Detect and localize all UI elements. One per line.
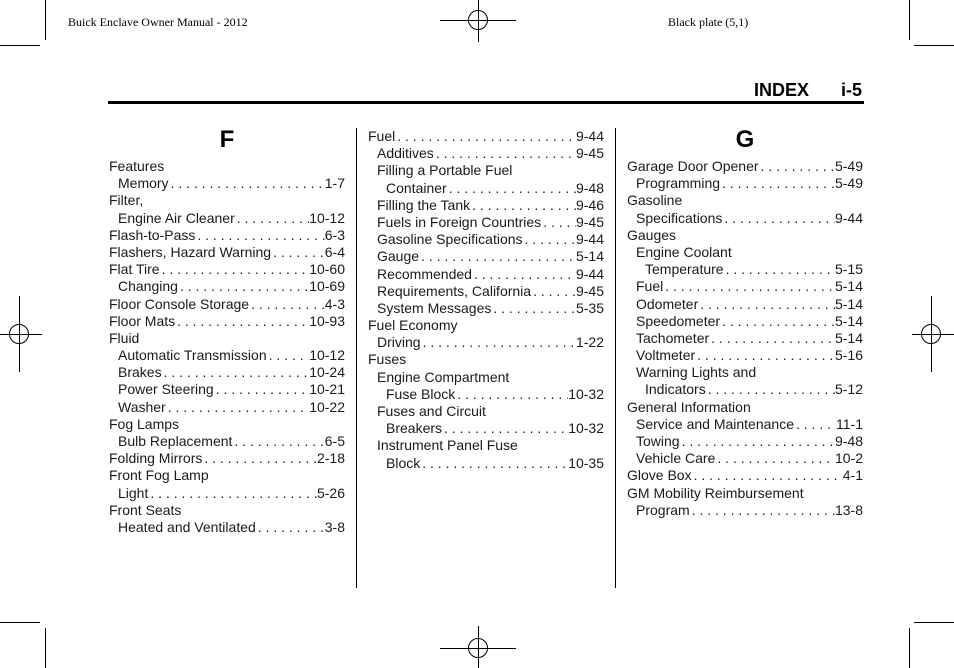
entry-label: GM Mobility Reimbursement	[627, 484, 804, 501]
index-entry	[109, 261, 345, 278]
entry-label: Odometer	[636, 295, 699, 312]
index-entry	[109, 433, 345, 450]
entry-label: Floor Console Storage	[109, 295, 250, 312]
entry-label: Towing	[636, 433, 680, 449]
dot-leader	[709, 330, 835, 347]
crop-mark	[0, 45, 40, 46]
index-entry	[109, 158, 345, 175]
dot-leader	[214, 381, 309, 398]
index-entry	[109, 467, 345, 484]
entry-label: Temperature	[645, 261, 724, 278]
index-entry	[627, 227, 863, 244]
page-reference: 10-12	[309, 347, 345, 364]
dot-leader	[419, 248, 576, 265]
index-entry	[627, 502, 863, 519]
section-title: INDEX	[753, 80, 809, 100]
index-entry	[109, 485, 345, 502]
entry-label: Voltmeter	[636, 347, 696, 364]
index-entry	[627, 261, 863, 278]
index-entry	[627, 175, 863, 192]
entry-label: Front Fog Lamp	[109, 467, 209, 484]
entry-label: Fluid	[109, 329, 140, 346]
index-entry	[368, 283, 604, 300]
index-entry	[109, 296, 345, 313]
page-reference: 9-45	[575, 145, 604, 162]
entry-label: Block	[386, 454, 421, 471]
registration-mark-top	[440, 0, 516, 44]
entry-label: Power Steering	[118, 381, 214, 398]
dot-leader	[420, 455, 568, 472]
index-entry	[109, 416, 345, 433]
page-reference: 10-60	[309, 261, 345, 278]
index-entry	[109, 313, 345, 330]
index-entry	[368, 420, 604, 437]
page-reference: 6-4	[324, 243, 345, 260]
entry-label: Automatic Transmission	[118, 347, 267, 364]
dot-leader	[663, 278, 835, 295]
index-column-2	[368, 128, 604, 472]
page-reference: 9-46	[575, 196, 604, 213]
dot-leader	[166, 399, 309, 416]
entry-label: Gauges	[627, 226, 677, 243]
index-entry	[368, 214, 604, 231]
page-reference: 5-12	[834, 381, 863, 398]
index-entry	[627, 347, 863, 364]
index-entry	[109, 175, 345, 192]
page-reference: 9-45	[575, 213, 604, 230]
section-letter: G	[735, 126, 755, 153]
dot-leader	[695, 347, 835, 364]
entry-label: Service and Maintenance	[636, 415, 794, 432]
entry-label: Floor Mats	[109, 312, 176, 329]
page-reference: 9-45	[575, 282, 604, 299]
entry-label: General Information	[627, 398, 751, 415]
index-entry	[109, 450, 345, 467]
page-reference: 6-3	[324, 226, 345, 243]
index-entry	[109, 519, 345, 536]
page-header	[754, 80, 862, 101]
index-entry	[368, 145, 604, 162]
dot-leader	[195, 227, 324, 244]
index-entry	[627, 330, 863, 347]
entry-label: Glove Box	[627, 467, 692, 484]
index-entry	[368, 162, 604, 179]
page-reference: 10-12	[309, 209, 345, 226]
index-column-3	[627, 128, 863, 519]
page-reference: 13-8	[834, 501, 863, 518]
entry-label: Program	[636, 501, 690, 518]
dot-leader	[470, 197, 576, 214]
header-rule	[108, 101, 864, 104]
index-entry	[368, 266, 604, 283]
index-entry	[627, 399, 863, 416]
entry-label: System Messages	[377, 299, 492, 316]
index-entry	[627, 192, 863, 209]
index-entry	[109, 364, 345, 381]
page-reference: 9-48	[834, 433, 863, 449]
index-entry	[627, 467, 863, 484]
entry-label: Garage Door Opener	[627, 158, 759, 174]
section-letter: F	[219, 126, 235, 153]
dot-leader	[421, 334, 576, 351]
entry-label: Gasoline	[627, 192, 683, 209]
entry-label: Flat Tire	[109, 261, 160, 278]
registration-mark-bottom	[440, 624, 516, 668]
entry-label: Flashers, Hazard Warning	[109, 243, 272, 260]
entry-label: Folding Mirrors	[109, 450, 203, 467]
entry-label: Gauge	[377, 248, 420, 265]
page-reference: 5-14	[575, 248, 604, 265]
index-entry	[627, 210, 863, 227]
entry-label: Changing	[118, 278, 178, 295]
page-reference: 10-32	[568, 385, 604, 402]
index-entry	[627, 450, 863, 467]
registration-mark-right	[910, 296, 954, 372]
entry-label: Filter,	[109, 192, 144, 209]
crop-mark	[909, 0, 910, 40]
entry-label: Requirements, California	[377, 282, 532, 299]
page-number: i-5	[840, 80, 862, 100]
index-entry	[368, 369, 604, 386]
index-entry	[627, 296, 863, 313]
entry-label: Gasoline Specifications	[377, 231, 523, 248]
dot-leader	[491, 300, 576, 317]
column-divider	[615, 128, 616, 588]
page-reference: 4-3	[324, 295, 345, 312]
page-reference: 2-18	[316, 450, 345, 467]
page-reference: 5-35	[575, 299, 604, 316]
index-column-1	[109, 128, 345, 536]
entry-label: Instrument Panel Fuse	[377, 437, 518, 454]
dot-leader	[267, 347, 310, 364]
page-reference: 5-16	[834, 347, 863, 364]
page-reference: 5-14	[834, 278, 863, 295]
entry-label: Warning Lights and	[636, 364, 757, 381]
index-entry	[368, 197, 604, 214]
dot-leader	[455, 386, 568, 403]
dot-leader	[175, 313, 309, 330]
page-reference: 3-8	[324, 518, 345, 535]
index-entry	[109, 192, 345, 209]
dot-leader	[720, 313, 835, 330]
index-entry	[368, 334, 604, 351]
dot-leader	[531, 283, 576, 300]
entry-label: Tachometer	[636, 329, 710, 346]
page-reference: 5-49	[834, 158, 863, 174]
dot-leader	[169, 175, 325, 192]
index-entry	[368, 180, 604, 197]
dot-leader	[706, 381, 835, 398]
dot-leader	[523, 231, 576, 248]
page-reference: 10-35	[568, 454, 604, 471]
index-entry	[368, 300, 604, 317]
entry-label: Engine Air Cleaner	[118, 209, 235, 226]
index-entry	[627, 433, 863, 450]
entry-label: Fog Lamps	[109, 415, 180, 432]
index-entry	[109, 278, 345, 295]
dot-leader	[160, 261, 310, 278]
index-entry	[368, 317, 604, 334]
index-entry	[368, 351, 604, 368]
dot-leader	[271, 244, 325, 261]
index-entry	[368, 128, 604, 145]
dot-leader	[690, 502, 835, 519]
page-reference: 11-1	[836, 415, 863, 432]
page-reference: 4-1	[842, 467, 863, 484]
page-reference: 10-2	[834, 450, 863, 467]
dot-leader	[715, 450, 835, 467]
dot-leader	[722, 210, 835, 227]
dot-leader	[472, 266, 576, 283]
dot-leader	[148, 485, 317, 502]
dot-leader	[720, 175, 835, 192]
entry-label: Fuels in Foreign Countries	[377, 213, 542, 230]
page-reference: 10-93	[309, 312, 345, 329]
dot-leader	[724, 261, 835, 278]
page-reference: 6-5	[324, 433, 345, 449]
dot-leader	[202, 450, 317, 467]
crop-mark	[45, 0, 46, 40]
page-reference: 1-22	[575, 334, 604, 351]
index-entry	[368, 248, 604, 265]
dot-leader	[692, 467, 843, 484]
dot-leader	[162, 364, 310, 381]
dot-leader	[442, 420, 568, 437]
page-reference: 5-49	[834, 175, 863, 192]
entry-label: Indicators	[645, 381, 706, 398]
entry-label: Additives	[377, 145, 434, 162]
entry-label: Driving	[377, 334, 421, 351]
page-reference: 1-7	[324, 175, 345, 192]
crop-mark	[0, 622, 40, 623]
dot-leader	[395, 128, 576, 145]
index-entry	[109, 399, 345, 416]
entry-label: Fuse Block	[386, 385, 456, 402]
entry-label: Filling the Tank	[377, 196, 471, 213]
index-entry	[368, 231, 604, 248]
page-reference: 10-24	[309, 364, 345, 381]
entry-label: Filling a Portable Fuel	[377, 162, 513, 179]
index-entry	[368, 455, 604, 472]
crop-mark	[914, 45, 954, 46]
index-entry	[627, 278, 863, 295]
dot-leader	[434, 145, 576, 162]
entry-label: Speedometer	[636, 312, 721, 329]
entry-label: Programming	[636, 175, 721, 192]
entry-label: Fuel	[368, 128, 396, 144]
page-reference: 5-15	[834, 261, 863, 278]
index-entry	[109, 502, 345, 519]
entry-label: Flash-to-Pass	[109, 226, 196, 243]
page-reference: 10-69	[309, 278, 345, 295]
dot-leader	[447, 180, 576, 197]
index-entry	[627, 313, 863, 330]
dot-leader	[178, 278, 309, 295]
page-reference: 9-48	[575, 179, 604, 196]
dot-leader	[794, 416, 836, 433]
page-reference: 9-44	[575, 128, 604, 144]
dot-leader	[235, 210, 309, 227]
entry-label: Fuses	[368, 351, 407, 368]
index-entry	[109, 381, 345, 398]
index-entry	[109, 244, 345, 261]
dot-leader	[541, 214, 576, 231]
dot-leader	[680, 433, 835, 450]
entry-label: Fuel	[636, 278, 664, 295]
document-slug: Buick Enclave Owner Manual - 2012	[68, 15, 248, 29]
index-entry	[627, 485, 863, 502]
entry-label: Vehicle Care	[636, 450, 716, 467]
index-entry	[627, 158, 863, 175]
page-reference: 10-21	[309, 381, 345, 398]
crop-mark	[914, 622, 954, 623]
entry-label: Features	[109, 158, 165, 174]
index-entry	[627, 244, 863, 261]
index-entry	[109, 330, 345, 347]
dot-leader	[759, 158, 835, 175]
entry-label: Engine Coolant	[636, 243, 732, 260]
entry-label: Light	[118, 484, 149, 501]
entry-label: Front Seats	[109, 501, 182, 518]
entry-label: Brakes	[118, 364, 162, 381]
entry-label: Recommended	[377, 265, 472, 282]
entry-label: Specifications	[636, 209, 723, 226]
index-entry	[368, 386, 604, 403]
entry-label: Fuses and Circuit	[377, 403, 486, 419]
dot-leader	[232, 433, 324, 450]
column-divider	[356, 128, 357, 588]
crop-mark	[45, 628, 46, 668]
index-entry	[368, 403, 604, 420]
index-entry	[109, 210, 345, 227]
index-entry	[627, 364, 863, 381]
index-entry	[109, 227, 345, 244]
page-reference: 9-44	[834, 209, 863, 226]
dot-leader	[698, 296, 835, 313]
entry-label: Engine Compartment	[377, 368, 510, 385]
page-reference: 10-22	[309, 398, 345, 415]
plate-slug: Black plate (5,1)	[668, 15, 749, 29]
entry-label: Memory	[118, 175, 169, 192]
page-reference: 5-14	[834, 295, 863, 312]
page-reference: 5-14	[834, 329, 863, 346]
dot-leader	[256, 519, 325, 536]
page-reference: 5-26	[316, 484, 345, 501]
entry-label: Heated and Ventilated	[118, 518, 256, 535]
entry-label: Washer	[118, 398, 166, 415]
entry-label: Fuel Economy	[368, 317, 458, 334]
index-entry	[368, 437, 604, 454]
entry-label: Container	[386, 179, 447, 196]
index-entry	[627, 381, 863, 398]
registration-mark-left	[0, 296, 44, 372]
crop-mark	[909, 628, 910, 668]
entry-label: Breakers	[386, 420, 443, 437]
index-entry	[627, 416, 863, 433]
page-reference: 5-14	[834, 312, 863, 329]
page-reference: 10-32	[568, 420, 604, 437]
dot-leader	[249, 296, 325, 313]
page-reference: 9-44	[575, 265, 604, 282]
index-entry	[109, 347, 345, 364]
entry-label: Bulb Replacement	[118, 433, 233, 449]
page-reference: 9-44	[575, 231, 604, 248]
